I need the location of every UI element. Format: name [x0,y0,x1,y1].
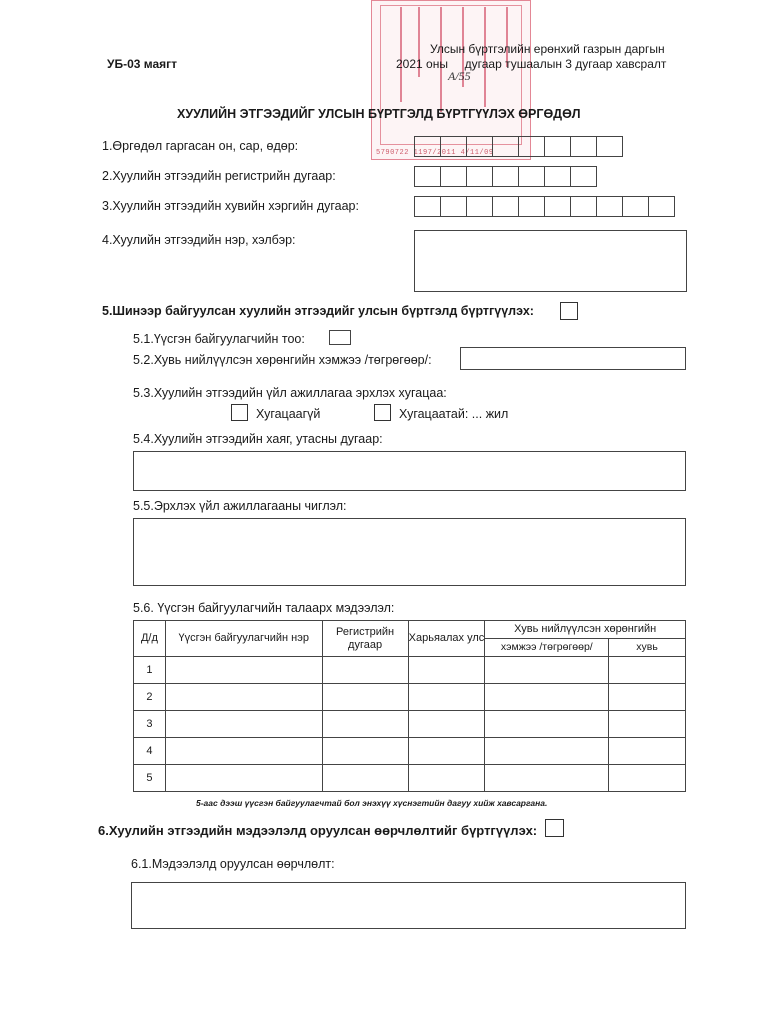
founder-name-cell[interactable] [165,738,322,765]
table-row [134,657,686,684]
share-cell[interactable] [609,657,686,684]
changes-field[interactable] [131,882,686,929]
stamp-number: 5790722 1197/2011 4/11/09 [376,149,494,157]
row-number: 3 [134,711,166,738]
table-row [134,684,686,711]
country-cell[interactable] [408,765,485,792]
field-3-label: 3.Хуулийн этгээдийн хувийн хэргийн дугаар: [102,199,359,213]
amount-cell[interactable] [485,738,609,765]
row-number: 1 [134,657,166,684]
handwritten-reference: A/55 [448,69,471,83]
capital-amount-field[interactable] [460,347,686,370]
share-cell[interactable] [609,711,686,738]
limited-term-label: Хугацаатай: ... жил [399,407,509,421]
field-4-label: 4.Хуулийн этгээдийн нэр, хэлбэр: [102,233,296,247]
changes-label: 6.1.Мэдээлэлд оруулсан өөрчлөлт: [131,857,335,871]
founders-info-label: 5.6. Үүсгэн байгуулагчийн талаарх мэдээлэл: [133,601,395,615]
section-5-title: 5.Шинээр байгуулсан хуулийн этгээдийг улсын бүртгэлд бүртгүүлэх: [102,304,534,318]
amount-cell[interactable] [485,657,609,684]
share-cell[interactable] [609,684,686,711]
address-phone-label: 5.4.Хуулийн этгээдийн хаяг, утасны дугаар: [133,432,383,446]
amount-cell[interactable] [485,711,609,738]
activity-term-label: 5.3.Хуулийн этгээдийн үйл ажиллагаа эрхлэх хугацаа: [133,386,447,400]
section-6-title: 6.Хуулийн этгээдийн мэдээлэлд оруулсан өөрчлөлтийг бүртгүүлэх: [98,823,538,838]
row-number: 4 [134,738,166,765]
col-header-share: хувь [609,639,686,657]
field-2-label: 2.Хуулийн этгээдийн регистрийн дугаар: [102,169,336,183]
register-number-cells[interactable] [414,166,596,187]
register-cell[interactable] [322,657,408,684]
col-header-no: Д/д [134,621,166,657]
register-cell[interactable] [322,765,408,792]
approval-line-2: 2021 оны дугаар тушаалын 3 дугаар хавсралт [396,57,667,71]
case-number-cells[interactable] [414,196,674,217]
table-row [134,765,686,792]
register-cell[interactable] [322,684,408,711]
section-5-checkbox[interactable] [560,302,578,320]
unlimited-term-label: Хугацаагүй [256,407,321,421]
share-cell[interactable] [609,765,686,792]
approval-line-1: Улсын бүртгэлийн ерөнхий газрын даргын [430,42,665,56]
share-cell[interactable] [609,738,686,765]
activity-direction-label: 5.5.Эрхлэх үйл ажиллагааны чиглэл: [133,499,347,513]
founder-name-cell[interactable] [165,765,322,792]
country-cell[interactable] [408,711,485,738]
unlimited-term-checkbox[interactable] [231,404,248,421]
stamp-script-stroke [400,7,402,102]
col-header-country: Харьяалах улс [408,621,485,657]
founders-count-label: 5.1.Үүсгэн байгуулагчийн тоо: [133,332,305,346]
table-row [134,738,686,765]
col-header-founder-name: Үүсгэн байгуулагчийн нэр [165,621,322,657]
address-phone-field[interactable] [133,451,686,491]
row-number: 5 [134,765,166,792]
limited-term-checkbox[interactable] [374,404,391,421]
founder-name-cell[interactable] [165,711,322,738]
amount-cell[interactable] [485,765,609,792]
country-cell[interactable] [408,738,485,765]
page-title: ХУУЛИЙН ЭТГЭЭДИЙГ УЛСЫН БҮРТГЭЛД БҮРТГҮҮЛЭХ ӨРГӨДӨЛ [177,107,581,121]
date-cells[interactable] [414,136,622,157]
form-code: УБ-03 маягт [107,57,178,71]
table-footnote: 5-аас дээш үүсгэн байгуулагчтай бол энэхүү хүснэгтийн дагуу хийж хавсаргана. [196,798,548,808]
table-row [134,711,686,738]
capital-amount-label: 5.2.Хувь нийлүүлсэн хөрөнгийн хэмжээ /төгрөгөөр/: [133,353,432,367]
register-cell[interactable] [322,738,408,765]
founder-name-cell[interactable] [165,657,322,684]
col-header-capital: Хувь нийлүүлсэн хөрөнгийн [485,621,686,639]
col-header-register: Регистрийн дугаар [322,621,408,657]
founder-name-cell[interactable] [165,684,322,711]
founders-count-field[interactable] [329,330,351,345]
row-number: 2 [134,684,166,711]
activity-direction-field[interactable] [133,518,686,586]
country-cell[interactable] [408,684,485,711]
field-1-label: 1.Өргөдөл гаргасан он, сар, өдөр: [102,139,299,153]
founders-table [133,620,686,792]
amount-cell[interactable] [485,684,609,711]
entity-name-field[interactable] [414,230,687,292]
register-cell[interactable] [322,711,408,738]
country-cell[interactable] [408,657,485,684]
section-6-checkbox[interactable] [545,819,564,837]
col-header-amount: хэмжээ /төгрөгөөр/ [485,639,609,657]
